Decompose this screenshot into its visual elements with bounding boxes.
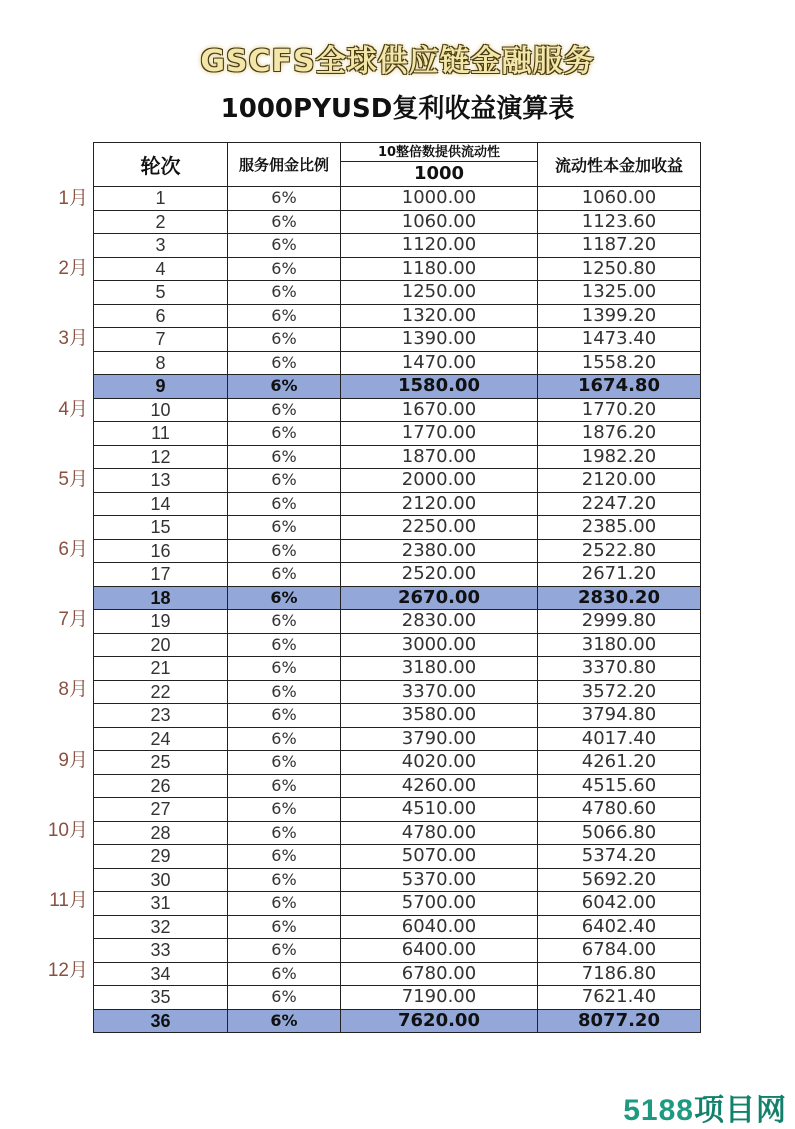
principal-plus-revenue-cell: 1674.80 (538, 375, 701, 399)
liquidity-cell: 2830.00 (341, 610, 538, 634)
month-label: 12月 (47, 960, 88, 982)
principal-plus-revenue-cell: 3180.00 (538, 633, 701, 657)
round-cell: 21 (94, 657, 228, 681)
table-row (94, 657, 701, 681)
round-cell: 29 (94, 845, 228, 869)
liquidity-cell: 6400.00 (341, 939, 538, 963)
commission-rate-cell: 6% (228, 375, 341, 399)
principal-plus-revenue-cell: 6402.40 (538, 915, 701, 939)
liquidity-cell: 4780.00 (341, 821, 538, 845)
liquidity-cell: 1060.00 (341, 210, 538, 234)
principal-plus-revenue-cell: 1060.00 (538, 187, 701, 211)
table-row (94, 939, 701, 963)
principal-plus-revenue-cell: 3572.20 (538, 680, 701, 704)
commission-rate-cell: 6% (228, 328, 341, 352)
principal-plus-revenue-cell: 1399.20 (538, 304, 701, 328)
principal-plus-revenue-cell: 5066.80 (538, 821, 701, 845)
commission-rate-cell: 6% (228, 821, 341, 845)
commission-rate-cell: 6% (228, 798, 341, 822)
commission-rate-cell: 6% (228, 986, 341, 1010)
table-row (94, 1009, 701, 1033)
principal-plus-revenue-cell: 7621.40 (538, 986, 701, 1010)
document-subtitle: 1000PYUSD复利收益演算表 (220, 94, 575, 124)
round-cell: 32 (94, 915, 228, 939)
table-row (94, 398, 701, 422)
round-cell: 24 (94, 727, 228, 751)
document-title: GSCFS全球供应链金融服务 (200, 44, 595, 79)
liquidity-cell: 1870.00 (341, 445, 538, 469)
header-commission-rate: 服务佣金比例 (228, 143, 341, 187)
table-row (94, 868, 701, 892)
month-labels (0, 0, 90, 1120)
round-cell: 31 (94, 892, 228, 916)
round-cell: 2 (94, 210, 228, 234)
principal-plus-revenue-cell: 1982.20 (538, 445, 701, 469)
liquidity-cell: 3790.00 (341, 727, 538, 751)
table-row (94, 986, 701, 1010)
table-row (94, 727, 701, 751)
table-row (94, 281, 701, 305)
round-cell: 27 (94, 798, 228, 822)
liquidity-cell: 7190.00 (341, 986, 538, 1010)
round-cell: 20 (94, 633, 228, 657)
table-row (94, 798, 701, 822)
liquidity-cell: 2670.00 (341, 586, 538, 610)
commission-rate-cell: 6% (228, 680, 341, 704)
commission-rate-cell: 6% (228, 633, 341, 657)
principal-plus-revenue-cell: 2671.20 (538, 563, 701, 587)
month-label: 7月 (58, 609, 88, 631)
table-row (94, 445, 701, 469)
round-cell: 9 (94, 375, 228, 399)
month-label: 5月 (58, 468, 88, 490)
principal-plus-revenue-cell: 2247.20 (538, 492, 701, 516)
month-label: 3月 (58, 328, 88, 350)
compound-interest-table (93, 142, 701, 1033)
principal-plus-revenue-cell: 1558.20 (538, 351, 701, 375)
month-label: 9月 (58, 749, 88, 771)
table-row (94, 187, 701, 211)
commission-rate-cell: 6% (228, 610, 341, 634)
principal-plus-revenue-cell: 5692.20 (538, 868, 701, 892)
principal-plus-revenue-cell: 1876.20 (538, 422, 701, 446)
commission-rate-cell: 6% (228, 915, 341, 939)
commission-rate-cell: 6% (228, 492, 341, 516)
liquidity-cell: 5070.00 (341, 845, 538, 869)
liquidity-cell: 4020.00 (341, 751, 538, 775)
liquidity-cell: 2120.00 (341, 492, 538, 516)
table-row (94, 892, 701, 916)
commission-rate-cell: 6% (228, 257, 341, 281)
commission-rate-cell: 6% (228, 657, 341, 681)
principal-plus-revenue-cell: 1325.00 (538, 281, 701, 305)
liquidity-cell: 6040.00 (341, 915, 538, 939)
table-row (94, 633, 701, 657)
round-cell: 16 (94, 539, 228, 563)
commission-rate-cell: 6% (228, 751, 341, 775)
principal-plus-revenue-cell: 3794.80 (538, 704, 701, 728)
liquidity-cell: 1670.00 (341, 398, 538, 422)
principal-plus-revenue-cell: 2120.00 (538, 469, 701, 493)
round-cell: 26 (94, 774, 228, 798)
principal-plus-revenue-cell: 1123.60 (538, 210, 701, 234)
liquidity-cell: 2520.00 (341, 563, 538, 587)
commission-rate-cell: 6% (228, 586, 341, 610)
principal-plus-revenue-cell: 4515.60 (538, 774, 701, 798)
round-cell: 35 (94, 986, 228, 1010)
liquidity-cell: 2250.00 (341, 516, 538, 540)
commission-rate-cell: 6% (228, 445, 341, 469)
round-cell: 11 (94, 422, 228, 446)
table-row (94, 375, 701, 399)
principal-plus-revenue-cell: 7186.80 (538, 962, 701, 986)
commission-rate-cell: 6% (228, 962, 341, 986)
header-liquidity-label: 10整倍数提供流动性 (341, 143, 537, 162)
liquidity-cell: 5370.00 (341, 868, 538, 892)
table-row (94, 962, 701, 986)
table-row (94, 351, 701, 375)
liquidity-cell: 1180.00 (341, 257, 538, 281)
round-cell: 33 (94, 939, 228, 963)
table-row (94, 610, 701, 634)
header-principal-plus-revenue: 流动性本金加收益 (538, 143, 701, 187)
liquidity-cell: 7620.00 (341, 1009, 538, 1033)
principal-plus-revenue-cell: 6784.00 (538, 939, 701, 963)
liquidity-cell: 5700.00 (341, 892, 538, 916)
round-cell: 7 (94, 328, 228, 352)
commission-rate-cell: 6% (228, 563, 341, 587)
liquidity-cell: 1000.00 (341, 187, 538, 211)
liquidity-cell: 4510.00 (341, 798, 538, 822)
round-cell: 8 (94, 351, 228, 375)
watermark-suffix: 项目网 (694, 1094, 787, 1127)
liquidity-cell: 3000.00 (341, 633, 538, 657)
principal-plus-revenue-cell: 4780.60 (538, 798, 701, 822)
liquidity-cell: 1580.00 (341, 375, 538, 399)
commission-rate-cell: 6% (228, 939, 341, 963)
liquidity-cell: 2380.00 (341, 539, 538, 563)
commission-rate-cell: 6% (228, 892, 341, 916)
liquidity-cell: 6780.00 (341, 962, 538, 986)
liquidity-cell: 3370.00 (341, 680, 538, 704)
commission-rate-cell: 6% (228, 281, 341, 305)
commission-rate-cell: 6% (228, 539, 341, 563)
table-row (94, 469, 701, 493)
commission-rate-cell: 6% (228, 727, 341, 751)
round-cell: 30 (94, 868, 228, 892)
liquidity-cell: 1250.00 (341, 281, 538, 305)
principal-plus-revenue-cell: 1473.40 (538, 328, 701, 352)
round-cell: 25 (94, 751, 228, 775)
header-round: 轮次 (94, 143, 228, 187)
table-row (94, 586, 701, 610)
round-cell: 23 (94, 704, 228, 728)
principal-plus-revenue-cell: 6042.00 (538, 892, 701, 916)
round-cell: 1 (94, 187, 228, 211)
table-row (94, 422, 701, 446)
table-row (94, 821, 701, 845)
round-cell: 36 (94, 1009, 228, 1033)
commission-rate-cell: 6% (228, 868, 341, 892)
commission-rate-cell: 6% (228, 704, 341, 728)
principal-plus-revenue-cell: 2830.20 (538, 586, 701, 610)
commission-rate-cell: 6% (228, 1009, 341, 1033)
month-label: 6月 (58, 539, 88, 560)
liquidity-cell: 1390.00 (341, 328, 538, 352)
commission-rate-cell: 6% (228, 398, 341, 422)
liquidity-cell: 4260.00 (341, 774, 538, 798)
header-liquidity (341, 143, 538, 187)
commission-rate-cell: 6% (228, 422, 341, 446)
round-cell: 4 (94, 257, 228, 281)
principal-plus-revenue-cell: 5374.20 (538, 845, 701, 869)
round-cell: 10 (94, 398, 228, 422)
watermark-brand: 5188 (623, 1094, 694, 1127)
table-row (94, 328, 701, 352)
round-cell: 12 (94, 445, 228, 469)
round-cell: 17 (94, 563, 228, 587)
month-label: 8月 (58, 679, 88, 701)
round-cell: 6 (94, 304, 228, 328)
principal-plus-revenue-cell: 4261.20 (538, 751, 701, 775)
header-liquidity-amount: 1000 (413, 163, 465, 184)
month-label: 1月 (58, 188, 88, 209)
round-cell: 3 (94, 234, 228, 258)
table-row (94, 563, 701, 587)
principal-plus-revenue-cell: 3370.80 (538, 657, 701, 681)
table-row (94, 516, 701, 540)
round-cell: 5 (94, 281, 228, 305)
table-row (94, 774, 701, 798)
commission-rate-cell: 6% (228, 234, 341, 258)
liquidity-cell: 3180.00 (341, 657, 538, 681)
principal-plus-revenue-cell: 1250.80 (538, 257, 701, 281)
table-row (94, 234, 701, 258)
commission-rate-cell: 6% (228, 774, 341, 798)
liquidity-cell: 1120.00 (341, 234, 538, 258)
month-label: 2月 (58, 258, 88, 280)
commission-rate-cell: 6% (228, 516, 341, 540)
table-row (94, 680, 701, 704)
table-row (94, 915, 701, 939)
principal-plus-revenue-cell: 4017.40 (538, 727, 701, 751)
watermark (623, 1085, 787, 1129)
table-row (94, 210, 701, 234)
commission-rate-cell: 6% (228, 351, 341, 375)
liquidity-cell: 2000.00 (341, 469, 538, 493)
table-row (94, 304, 701, 328)
table-body (94, 187, 701, 1033)
round-cell: 28 (94, 821, 228, 845)
month-label: 4月 (58, 398, 88, 420)
principal-plus-revenue-cell: 2385.00 (538, 516, 701, 540)
commission-rate-cell: 6% (228, 210, 341, 234)
commission-rate-cell: 6% (228, 304, 341, 328)
month-label: 11月 (49, 890, 88, 911)
principal-plus-revenue-cell: 2999.80 (538, 610, 701, 634)
liquidity-cell: 1470.00 (341, 351, 538, 375)
round-cell: 19 (94, 610, 228, 634)
commission-rate-cell: 6% (228, 187, 341, 211)
table-row (94, 492, 701, 516)
principal-plus-revenue-cell: 2522.80 (538, 539, 701, 563)
commission-rate-cell: 6% (228, 469, 341, 493)
table-row (94, 539, 701, 563)
principal-plus-revenue-cell: 8077.20 (538, 1009, 701, 1033)
liquidity-cell: 3580.00 (341, 704, 538, 728)
principal-plus-revenue-cell: 1187.20 (538, 234, 701, 258)
liquidity-cell: 1320.00 (341, 304, 538, 328)
round-cell: 13 (94, 469, 228, 493)
month-label: 10月 (47, 819, 88, 841)
table-row (94, 751, 701, 775)
commission-rate-cell: 6% (228, 845, 341, 869)
round-cell: 15 (94, 516, 228, 540)
round-cell: 18 (94, 586, 228, 610)
principal-plus-revenue-cell: 1770.20 (538, 398, 701, 422)
round-cell: 34 (94, 962, 228, 986)
table-row (94, 704, 701, 728)
liquidity-cell: 1770.00 (341, 422, 538, 446)
table-row (94, 845, 701, 869)
table-row (94, 257, 701, 281)
round-cell: 14 (94, 492, 228, 516)
round-cell: 22 (94, 680, 228, 704)
